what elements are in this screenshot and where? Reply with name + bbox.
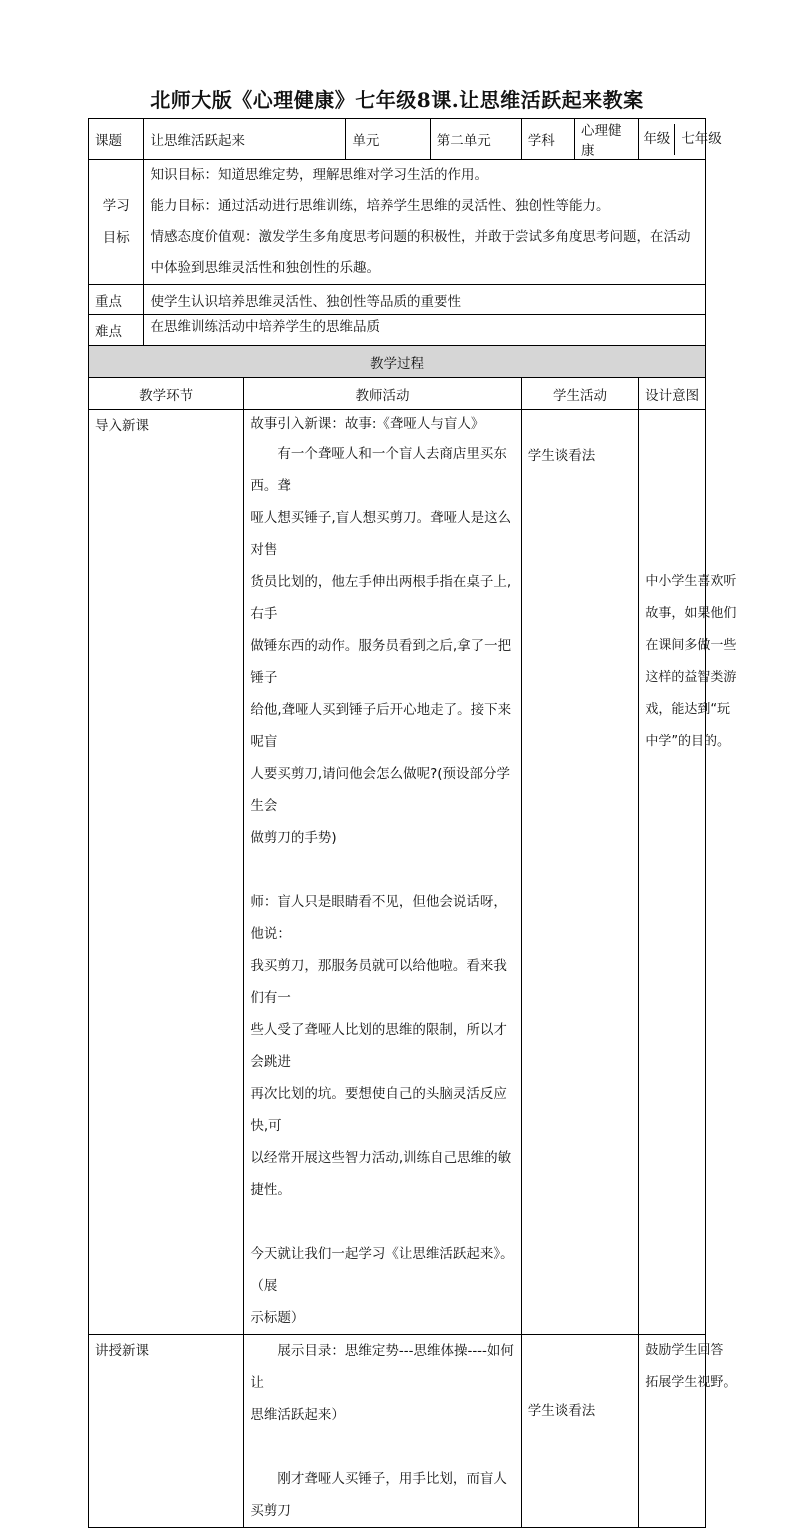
lesson-plan-table bbox=[88, 118, 737, 1528]
objectives-label-line1: 学习 bbox=[102, 198, 130, 214]
grade-label: 年级 bbox=[639, 124, 675, 155]
intro-teacher-line: 些人受了聋哑人比划的思维的限制，所以才会跳进 bbox=[250, 1022, 507, 1070]
emotion-objective-line2: 中体验到思维灵活性和独创性的乐趣。 bbox=[150, 260, 380, 276]
intro-teacher-line: 给他,聋哑人买到锤子后开心地走了。接下来呢盲 bbox=[250, 702, 512, 750]
intro-teacher-line: 人要买剪刀,请问他会怎么做呢?(预设部分学生会 bbox=[250, 766, 511, 814]
grade-value: 七年级 bbox=[681, 130, 722, 147]
lecture-teacher-line: 思维活跃起来） bbox=[250, 1407, 345, 1423]
unit-value: 第二单元 bbox=[430, 119, 521, 160]
intro-teacher-line: 有一个聋哑人和一个盲人去商店里买东西。聋 bbox=[250, 446, 507, 494]
process-heading: 教学过程 bbox=[89, 346, 706, 378]
objectives-label-line2: 目标 bbox=[102, 230, 130, 246]
lecture-stage: 讲授新课 bbox=[89, 1335, 244, 1528]
intro-student: 学生谈看法 bbox=[521, 410, 639, 1335]
intro-teacher-line: 做锤东西的动作。服务员看到之后,拿了一把锤子 bbox=[250, 638, 512, 686]
intro-teacher-line bbox=[250, 1206, 514, 1238]
intro-teacher-line: 以经常开展这些智力活动,训练自己思维的敏捷性。 bbox=[250, 1150, 512, 1198]
intro-design-line: 在课间多做一些 bbox=[645, 638, 737, 653]
col-student: 学生活动 bbox=[521, 378, 639, 410]
key-point-label: 重点 bbox=[89, 285, 144, 315]
intro-teacher-line: 师：盲人只是眼睛看不见，但他会说话呀，他说： bbox=[250, 894, 507, 942]
intro-teacher-line: 故事引入新课：故事:《聋哑人与盲人》 bbox=[250, 416, 485, 432]
lecture-design-line: 鼓励学生回答 bbox=[645, 1343, 724, 1358]
intro-design-line: 这样的益智类游 bbox=[645, 670, 737, 685]
knowledge-objective: 知识目标：知道思维定势，理解思维对学习生活的作用。 bbox=[150, 167, 488, 183]
intro-teacher-line: 再次比划的坑。要想使自己的头脑灵活反应快,可 bbox=[250, 1086, 507, 1134]
emotion-objective-line1: 情感态度价值观：激发学生多角度思考问题的积极性，并敢于尝试多角度思考问题，在活动 bbox=[150, 229, 691, 245]
topic-label: 课题 bbox=[89, 119, 144, 160]
intro-stage: 导入新课 bbox=[89, 410, 244, 1335]
intro-teacher-line: 做剪刀的手势) bbox=[250, 830, 337, 846]
intro-teacher-line: 我买剪刀，那服务员就可以给他啦。看来我们有一 bbox=[250, 958, 507, 1006]
intro-design bbox=[639, 410, 737, 1335]
difficulty-row bbox=[89, 315, 706, 346]
document-title: 北师大版《心理健康》七年级8课.让思维活跃起来教案 bbox=[150, 88, 644, 112]
lecture-teacher-line: 刚才聋哑人买锤子，用手比划，而盲人买剪刀 bbox=[250, 1471, 507, 1519]
intro-teacher-line: 示标题） bbox=[250, 1310, 305, 1326]
lecture-row bbox=[89, 1335, 706, 1528]
unit-label: 单元 bbox=[346, 119, 430, 160]
intro-teacher-line: 今天就让我们一起学习《让思维活跃起来》。（展 bbox=[250, 1246, 514, 1294]
difficulty-value: 在思维训练活动中培养学生的思维品质 bbox=[144, 315, 706, 346]
lecture-teacher bbox=[244, 1335, 521, 1528]
key-point-row bbox=[89, 285, 706, 315]
lecture-design-line: 拓展学生视野。 bbox=[645, 1375, 737, 1390]
objectives-row bbox=[89, 160, 706, 285]
intro-teacher-line bbox=[250, 854, 514, 886]
lecture-teacher-line bbox=[250, 1431, 514, 1463]
intro-design-line: 故事，如果他们 bbox=[645, 606, 737, 621]
header-row bbox=[89, 119, 706, 160]
grade-cell bbox=[639, 119, 722, 160]
subject-label: 学科 bbox=[521, 119, 574, 160]
topic-value: 让思维活跃起来 bbox=[144, 119, 346, 160]
objectives-content bbox=[144, 160, 706, 285]
intro-teacher-line: 哑人想买锤子,盲人想买剪刀。聋哑人是这么对售 bbox=[250, 510, 512, 558]
ability-objective: 能力目标：通过活动进行思维训练，培养学生思维的灵活性、独创性等能力。 bbox=[150, 198, 610, 214]
intro-design-line: 戏，能达到“玩 bbox=[645, 702, 731, 717]
intro-row bbox=[89, 410, 706, 1335]
intro-teacher-line: 货员比划的，他左手伸出两根手指在桌子上,右手 bbox=[250, 574, 512, 622]
col-design: 设计意图 bbox=[639, 378, 706, 410]
col-teacher: 教师活动 bbox=[244, 378, 521, 410]
column-header-row bbox=[89, 378, 706, 410]
intro-design-line: 中小学生喜欢听 bbox=[645, 574, 737, 589]
intro-teacher bbox=[244, 410, 521, 1335]
process-heading-row bbox=[89, 346, 706, 378]
key-point-value: 使学生认识培养思维灵活性、独创性等品质的重要性 bbox=[144, 285, 706, 315]
lecture-teacher-line: 展示目录：思维定势---思维体操----如何让 bbox=[250, 1343, 514, 1391]
col-stage: 教学环节 bbox=[89, 378, 244, 410]
objectives-label bbox=[89, 160, 144, 285]
lecture-student: 学生谈看法 bbox=[521, 1335, 639, 1528]
lecture-design bbox=[639, 1335, 737, 1528]
subject-value: 心理健康 bbox=[574, 119, 638, 160]
difficulty-label: 难点 bbox=[89, 315, 144, 346]
intro-design-line: 中学”的目的。 bbox=[645, 734, 731, 749]
